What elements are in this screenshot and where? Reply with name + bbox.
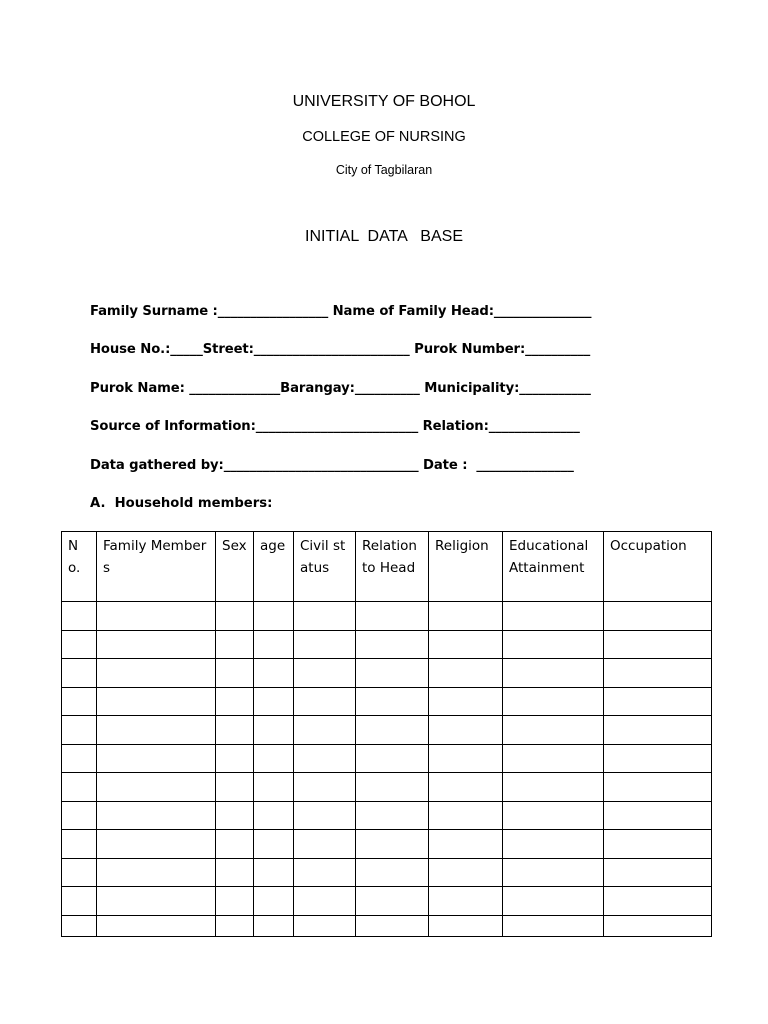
table-cell[interactable] — [429, 773, 503, 802]
table-row — [62, 887, 712, 916]
college-name: COLLEGE OF NURSING — [302, 129, 466, 145]
table-cell[interactable] — [216, 630, 254, 659]
field-source-relation-line[interactable]: Source of Information:_________________________ Relation:______________ — [90, 419, 580, 434]
header-family-members: Family Members — [97, 532, 216, 602]
table-cell[interactable] — [294, 830, 356, 859]
table-cell[interactable] — [503, 659, 604, 688]
table-cell[interactable] — [429, 744, 503, 773]
table-cell[interactable] — [356, 716, 429, 745]
table-cell[interactable] — [254, 858, 294, 887]
table-cell[interactable] — [604, 744, 712, 773]
table-cell[interactable] — [356, 744, 429, 773]
table-cell[interactable] — [62, 887, 97, 916]
table-cell[interactable] — [254, 716, 294, 745]
university-name: UNIVERSITY OF BOHOL — [292, 93, 476, 110]
table-cell[interactable] — [254, 602, 294, 631]
table-cell[interactable] — [503, 744, 604, 773]
table-cell[interactable] — [97, 744, 216, 773]
table-cell[interactable] — [254, 801, 294, 830]
table-row — [62, 801, 712, 830]
table-cell[interactable] — [503, 887, 604, 916]
table-cell[interactable] — [216, 887, 254, 916]
table-cell[interactable] — [356, 887, 429, 916]
table-cell[interactable] — [294, 858, 356, 887]
table-cell[interactable] — [604, 801, 712, 830]
table-cell[interactable] — [294, 887, 356, 916]
table-cell[interactable] — [62, 858, 97, 887]
table-cell[interactable] — [294, 744, 356, 773]
table-cell[interactable] — [503, 801, 604, 830]
table-cell[interactable] — [429, 887, 503, 916]
field-family-surname-line[interactable]: Family Surname :_________________ Name of Family Head:_______________ — [90, 304, 592, 319]
table-cell[interactable] — [356, 858, 429, 887]
table-cell[interactable] — [62, 659, 97, 688]
table-cell[interactable] — [503, 716, 604, 745]
table-cell[interactable] — [429, 630, 503, 659]
table-cell[interactable] — [254, 773, 294, 802]
table-cell[interactable] — [604, 887, 712, 916]
table-cell[interactable] — [216, 659, 254, 688]
field-house-street-purok-line[interactable]: House No.:_____Street:________________________ Purok Number:__________ — [90, 342, 591, 357]
table-cell[interactable] — [216, 716, 254, 745]
table-row — [62, 744, 712, 773]
table-cell[interactable] — [503, 602, 604, 631]
table-cell[interactable] — [503, 773, 604, 802]
table-cell[interactable] — [254, 744, 294, 773]
table-row — [62, 659, 712, 688]
table-cell[interactable] — [429, 801, 503, 830]
table-cell[interactable] — [356, 773, 429, 802]
table-cell[interactable] — [294, 716, 356, 745]
table-cell[interactable] — [503, 858, 604, 887]
table-body — [62, 602, 712, 937]
table-cell[interactable] — [604, 659, 712, 688]
field-gathered-by-date-line[interactable]: Data gathered by:______________________________ Date : _______________ — [90, 458, 574, 473]
table-cell[interactable] — [503, 630, 604, 659]
table-cell[interactable] — [62, 915, 97, 936]
table-cell[interactable] — [294, 915, 356, 936]
table-cell[interactable] — [429, 716, 503, 745]
table-cell[interactable] — [254, 887, 294, 916]
household-members-table — [61, 531, 712, 937]
table-row — [62, 830, 712, 859]
table-cell[interactable] — [62, 602, 97, 631]
table-cell[interactable] — [604, 915, 712, 936]
table-row — [62, 630, 712, 659]
table-cell[interactable] — [216, 687, 254, 716]
table-cell[interactable] — [254, 687, 294, 716]
header-religion: Religion — [429, 532, 503, 602]
table-row — [62, 915, 712, 936]
table-cell[interactable] — [97, 830, 216, 859]
table-cell[interactable] — [216, 744, 254, 773]
table-cell[interactable] — [97, 687, 216, 716]
header-relation-to-head: Relation to Head — [356, 532, 429, 602]
table-cell[interactable] — [97, 630, 216, 659]
table-cell[interactable] — [429, 858, 503, 887]
table-cell[interactable] — [429, 687, 503, 716]
table-cell[interactable] — [62, 801, 97, 830]
table-cell[interactable] — [604, 716, 712, 745]
table-cell[interactable] — [294, 773, 356, 802]
table-row — [62, 858, 712, 887]
table-row — [62, 716, 712, 745]
header-occupation: Occupation — [604, 532, 712, 602]
table-cell[interactable] — [429, 915, 503, 936]
form-title: INITIAL DATA BASE — [305, 228, 463, 245]
table-cell[interactable] — [254, 915, 294, 936]
table-cell[interactable] — [97, 858, 216, 887]
table-cell[interactable] — [62, 744, 97, 773]
table-cell[interactable] — [604, 687, 712, 716]
table-cell[interactable] — [97, 915, 216, 936]
header-sex: Sex — [216, 532, 254, 602]
table-cell[interactable] — [503, 830, 604, 859]
field-purok-barangay-municipality-line[interactable]: Purok Name: ______________Barangay:__________ Municipality:___________ — [90, 381, 591, 396]
table-cell[interactable] — [97, 659, 216, 688]
table-cell[interactable] — [62, 687, 97, 716]
table-cell[interactable] — [429, 830, 503, 859]
table-cell[interactable] — [294, 602, 356, 631]
table-cell[interactable] — [97, 887, 216, 916]
table-cell[interactable] — [294, 630, 356, 659]
table-cell[interactable] — [97, 602, 216, 631]
table-cell[interactable] — [62, 773, 97, 802]
table-cell[interactable] — [356, 830, 429, 859]
table-cell[interactable] — [97, 773, 216, 802]
table-cell[interactable] — [356, 630, 429, 659]
table-row — [62, 687, 712, 716]
header-no: No. — [62, 532, 97, 602]
table-cell[interactable] — [503, 915, 604, 936]
table-cell[interactable] — [62, 716, 97, 745]
table-cell[interactable] — [62, 630, 97, 659]
section-household-members-heading: A. Household members: — [90, 496, 273, 511]
table-cell[interactable] — [254, 830, 294, 859]
table-cell[interactable] — [429, 602, 503, 631]
table-row — [62, 773, 712, 802]
table-cell[interactable] — [216, 915, 254, 936]
table-cell[interactable] — [97, 716, 216, 745]
table-cell[interactable] — [356, 687, 429, 716]
table-cell[interactable] — [604, 630, 712, 659]
table-cell[interactable] — [216, 773, 254, 802]
table-row — [62, 602, 712, 631]
table-cell[interactable] — [356, 659, 429, 688]
table-cell[interactable] — [216, 602, 254, 631]
table-cell[interactable] — [62, 830, 97, 859]
header-civil-status: Civil status — [294, 532, 356, 602]
table-cell[interactable] — [97, 801, 216, 830]
table-cell[interactable] — [356, 801, 429, 830]
table-cell[interactable] — [604, 830, 712, 859]
table-cell[interactable] — [604, 773, 712, 802]
header-age: age — [254, 532, 294, 602]
table-cell[interactable] — [429, 659, 503, 688]
table-cell[interactable] — [356, 602, 429, 631]
header-educational-attainment: Educational Attainment — [503, 532, 604, 602]
table-cell[interactable] — [216, 801, 254, 830]
table-header-row — [62, 532, 712, 602]
table-cell[interactable] — [604, 858, 712, 887]
table-cell[interactable] — [254, 659, 294, 688]
table-cell[interactable] — [216, 858, 254, 887]
city-name: City of Tagbilaran — [335, 163, 433, 177]
table-cell[interactable] — [503, 687, 604, 716]
table-cell[interactable] — [216, 830, 254, 859]
table-cell[interactable] — [254, 630, 294, 659]
table-cell[interactable] — [356, 915, 429, 936]
table-cell[interactable] — [294, 659, 356, 688]
table-cell[interactable] — [294, 801, 356, 830]
table-cell[interactable] — [604, 602, 712, 631]
table-cell[interactable] — [294, 687, 356, 716]
